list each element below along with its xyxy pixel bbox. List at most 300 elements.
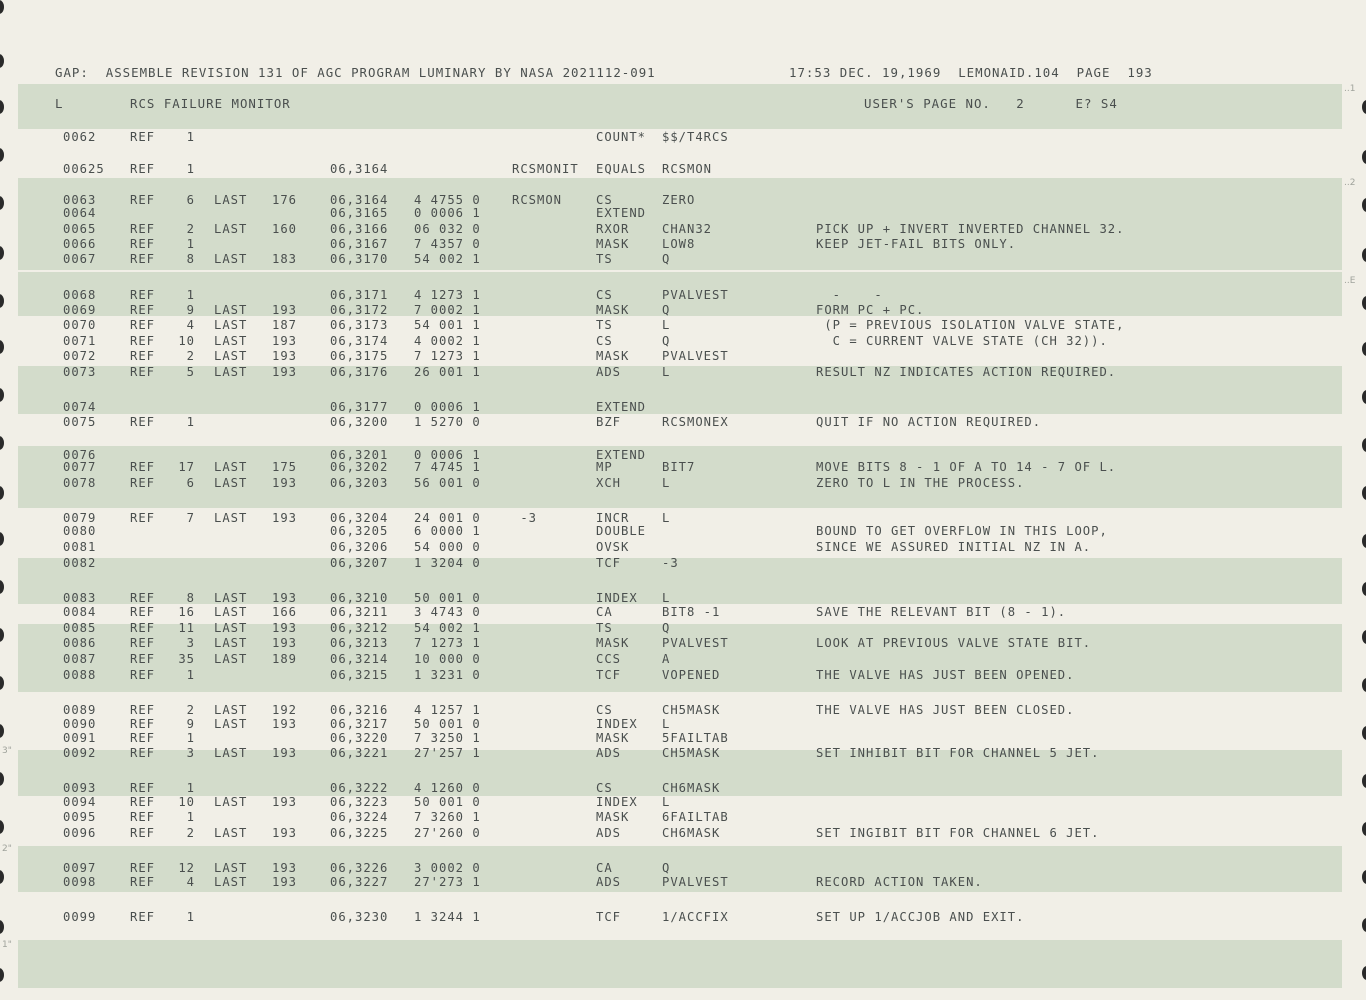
cell-code: 7 0002 1 [414, 303, 481, 317]
cell-cnt: 4 [186, 318, 195, 332]
cell-ref: REF [130, 861, 156, 875]
cell-addr: 0090 [63, 717, 97, 731]
cell-arg: CH5MASK [662, 703, 721, 717]
cell-lnum: 193 [272, 717, 298, 731]
cell-code: 54 001 1 [414, 318, 481, 332]
cell-addr: 0072 [63, 349, 97, 363]
cell-loc: 06,3222 [330, 781, 389, 795]
cell-op: MASK [596, 810, 630, 824]
cell-op: INDEX [596, 717, 638, 731]
cell-cnt: 2 [186, 826, 195, 840]
cell-op: XCH [596, 476, 622, 490]
cell-arg: LOW8 [662, 237, 696, 251]
cell-code: 27'257 1 [414, 746, 481, 760]
cell-loc: 06,3221 [330, 746, 389, 760]
cell-loc: 06,3167 [330, 237, 389, 251]
cell-addr: 0093 [63, 781, 97, 795]
cell-ref: REF [130, 652, 156, 666]
cell-op: ADS [596, 826, 622, 840]
cell-loc: 06,3172 [330, 303, 389, 317]
cell-arg: CH6MASK [662, 781, 721, 795]
cell-code: 27'273 1 [414, 875, 481, 889]
cell-lnum: 183 [272, 252, 298, 266]
cell-lnum: 193 [272, 746, 298, 760]
cell-lnum: 193 [272, 349, 298, 363]
cell-cnt: 1 [186, 731, 195, 745]
feed-hole [1362, 966, 1366, 980]
cell-op: EQUALS [596, 162, 647, 176]
cell-cmt: BOUND TO GET OVERFLOW IN THIS LOOP, [816, 524, 1108, 538]
cell-arg: CH6MASK [662, 826, 721, 840]
tractor-feed-right [1358, 0, 1366, 1000]
cell-cnt: 2 [186, 349, 195, 363]
cell-cnt: 1 [186, 237, 195, 251]
listing-row [0, 206, 1366, 220]
cell-op: TS [596, 252, 613, 266]
cell-addr: 0078 [63, 476, 97, 490]
listing-row [0, 781, 1366, 795]
cell-code: 1 5270 0 [414, 415, 481, 429]
cell-arg: L [662, 591, 671, 605]
cell-loc: 06,3204 [330, 511, 389, 525]
cell-op: TS [596, 318, 613, 332]
cell-cnt: 9 [186, 717, 195, 731]
log-label: L [55, 96, 64, 111]
cell-loc: 06,3213 [330, 636, 389, 650]
cell-cnt: 1 [186, 668, 195, 682]
listing-row [0, 826, 1366, 840]
cell-ref: REF [130, 252, 156, 266]
listing-header [0, 66, 1366, 80]
cell-lnum: 193 [272, 861, 298, 875]
cell-cnt: 10 [178, 334, 195, 348]
listing-row [0, 460, 1366, 474]
cell-arg: 1/ACCFIX [662, 910, 729, 924]
margin-mark: 1" [2, 940, 12, 950]
cell-lnum: 193 [272, 334, 298, 348]
listing-row [0, 731, 1366, 745]
cell-addr: 0077 [63, 460, 97, 474]
cell-code: 7 3250 1 [414, 731, 481, 745]
cell-lnum: 160 [272, 222, 298, 236]
margin-mark: 2" [2, 844, 12, 854]
cell-ref: REF [130, 731, 156, 745]
cell-op: MASK [596, 303, 630, 317]
cell-op: MASK [596, 237, 630, 251]
cell-cmt: FORM PC + PC. [816, 303, 925, 317]
margin-mark: 3" [2, 746, 12, 756]
cell-arg: $$/T4RCS [662, 130, 729, 144]
cell-ref: REF [130, 605, 156, 619]
cell-arg: CHAN32 [662, 222, 713, 236]
cell-ref: REF [130, 288, 156, 302]
cell-cmt: KEEP JET-FAIL BITS ONLY. [816, 237, 1017, 251]
cell-arg: BIT7 [662, 460, 696, 474]
cell-code: 56 001 0 [414, 476, 481, 490]
cell-addr: 0086 [63, 636, 97, 650]
cell-op: CCS [596, 652, 622, 666]
cell-arg: PVALVEST [662, 349, 729, 363]
cell-loc: 06,3224 [330, 810, 389, 824]
cell-loc: 06,3230 [330, 910, 389, 924]
cell-code: 50 001 0 [414, 795, 481, 809]
listing-row [0, 540, 1366, 554]
cell-code: 50 001 0 [414, 717, 481, 731]
listing-row [0, 875, 1366, 889]
cell-code: 7 4745 1 [414, 460, 481, 474]
cell-last: LAST [214, 334, 248, 348]
cell-addr: 0074 [63, 400, 97, 414]
cell-last: LAST [214, 193, 248, 207]
cell-code: 26 001 1 [414, 365, 481, 379]
cell-last: LAST [214, 605, 248, 619]
listing-row [0, 703, 1366, 717]
cell-code: 7 1273 1 [414, 636, 481, 650]
cell-ref: REF [130, 303, 156, 317]
cell-arg: PVALVEST [662, 288, 729, 302]
cell-cmt: - - [816, 288, 883, 302]
cell-code: 6 0000 1 [414, 524, 481, 538]
cell-loc: 06,3206 [330, 540, 389, 554]
cell-loc: 06,3171 [330, 288, 389, 302]
cell-code: 27'260 0 [414, 826, 481, 840]
cell-ref: REF [130, 746, 156, 760]
cell-loc: 06,3214 [330, 652, 389, 666]
cell-cnt: 10 [178, 795, 195, 809]
cell-cnt: 7 [186, 511, 195, 525]
cell-last: LAST [214, 318, 248, 332]
cell-loc: 06,3165 [330, 206, 389, 220]
cell-last: LAST [214, 476, 248, 490]
cell-op: TS [596, 621, 613, 635]
listing-row [0, 237, 1366, 251]
cell-op: OVSK [596, 540, 630, 554]
header-right-text: 17:53 DEC. 19,1969 LEMONAID.104 PAGE 193 [789, 65, 1153, 80]
cell-addr: 0079 [63, 511, 97, 525]
cell-cnt: 1 [186, 162, 195, 176]
cell-code: 10 000 0 [414, 652, 481, 666]
cell-ref: REF [130, 130, 156, 144]
cell-addr: 0076 [63, 448, 97, 462]
cell-loc: 06,3164 [330, 193, 389, 207]
cell-cmt: PICK UP + INVERT INVERTED CHANNEL 32. [816, 222, 1125, 236]
cell-ref: REF [130, 460, 156, 474]
cell-loc: 06,3207 [330, 556, 389, 570]
cell-ref: REF [130, 781, 156, 795]
cell-cmt: MOVE BITS 8 - 1 OF A TO 14 - 7 OF L. [816, 460, 1117, 474]
listing-row [0, 652, 1366, 666]
listing-row [0, 349, 1366, 363]
cell-loc: 06,3227 [330, 875, 389, 889]
cell-ref: REF [130, 591, 156, 605]
cell-label: RCSMONIT [512, 162, 579, 176]
cell-addr: 0092 [63, 746, 97, 760]
cell-cnt: 1 [186, 810, 195, 824]
cell-arg: L [662, 511, 671, 525]
listing-row [0, 910, 1366, 924]
cell-op: MASK [596, 349, 630, 363]
cell-arg: VOPENED [662, 668, 721, 682]
cell-loc: 06,3175 [330, 349, 389, 363]
cell-cnt: 2 [186, 222, 195, 236]
cell-cnt: 5 [186, 365, 195, 379]
cell-addr: 0084 [63, 605, 97, 619]
cell-cmt: QUIT IF NO ACTION REQUIRED. [816, 415, 1042, 429]
cell-loc: 06,3205 [330, 524, 389, 538]
cell-code: 1 3204 0 [414, 556, 481, 570]
feed-hole [0, 968, 4, 982]
cell-loc: 06,3211 [330, 605, 389, 619]
cell-addr: 0089 [63, 703, 97, 717]
cell-code: 54 000 0 [414, 540, 481, 554]
cell-last: LAST [214, 511, 248, 525]
cell-op: MP [596, 460, 613, 474]
cell-code: 4 1260 0 [414, 781, 481, 795]
listing-row [0, 511, 1366, 525]
cell-addr: 0099 [63, 910, 97, 924]
cell-loc: 06,3210 [330, 591, 389, 605]
cell-code: 54 002 1 [414, 252, 481, 266]
cell-cnt: 1 [186, 415, 195, 429]
cell-code: 7 1273 1 [414, 349, 481, 363]
cell-lnum: 187 [272, 318, 298, 332]
cell-op: RXOR [596, 222, 630, 236]
cell-arg: L [662, 717, 671, 731]
cell-last: LAST [214, 746, 248, 760]
cell-addr: 0080 [63, 524, 97, 538]
cell-cmt: SET INGIBIT BIT FOR CHANNEL 6 JET. [816, 826, 1100, 840]
cell-addr: 0065 [63, 222, 97, 236]
listing-row [0, 717, 1366, 731]
cell-cnt: 4 [186, 875, 195, 889]
cell-code: 4 0002 1 [414, 334, 481, 348]
cell-addr: 0088 [63, 668, 97, 682]
cell-code: 7 3260 1 [414, 810, 481, 824]
section-title: RCS FAILURE MONITOR [130, 96, 291, 111]
cell-addr: 0083 [63, 591, 97, 605]
cell-last: LAST [214, 861, 248, 875]
cell-ref: REF [130, 334, 156, 348]
cell-op: CS [596, 193, 613, 207]
cell-loc: 06,3212 [330, 621, 389, 635]
cell-loc: 06,3200 [330, 415, 389, 429]
cell-lnum: 192 [272, 703, 298, 717]
cell-cnt: 1 [186, 130, 195, 144]
cell-cmt: ZERO TO L IN THE PROCESS. [816, 476, 1025, 490]
listing-row [0, 415, 1366, 429]
cell-code: 54 002 1 [414, 621, 481, 635]
cell-code: 1 3244 1 [414, 910, 481, 924]
cell-code: 0 0006 1 [414, 400, 481, 414]
cell-addr: 0097 [63, 861, 97, 875]
cell-lnum: 193 [272, 591, 298, 605]
cell-op: TCF [596, 556, 622, 570]
cell-arg: PVALVEST [662, 875, 729, 889]
cell-op: BZF [596, 415, 622, 429]
cell-arg: RCSMON [662, 162, 713, 176]
margin-mark: ..E [1344, 276, 1356, 286]
cell-cnt: 1 [186, 781, 195, 795]
cell-op: CS [596, 334, 613, 348]
cell-loc: 06,3166 [330, 222, 389, 236]
margin-mark: ..2 [1344, 178, 1356, 188]
cell-lnum: 193 [272, 826, 298, 840]
cell-addr: 0073 [63, 365, 97, 379]
cell-lnum: 193 [272, 365, 298, 379]
cell-cmt: SAVE THE RELEVANT BIT (8 - 1). [816, 605, 1067, 619]
cell-code: 4 1257 1 [414, 703, 481, 717]
cell-arg: Q [662, 334, 671, 348]
cell-last: LAST [214, 303, 248, 317]
cell-arg: Q [662, 861, 671, 875]
cell-arg: ZERO [662, 193, 696, 207]
cell-addr: 0094 [63, 795, 97, 809]
cell-loc: 06,3170 [330, 252, 389, 266]
listing-row [0, 668, 1366, 682]
cell-lnum: 176 [272, 193, 298, 207]
cell-op: EXTEND [596, 206, 647, 220]
cell-op: DOUBLE [596, 524, 647, 538]
cell-lnum: 193 [272, 795, 298, 809]
cell-op: ADS [596, 875, 622, 889]
cell-cnt: 35 [178, 652, 195, 666]
cell-ref: REF [130, 636, 156, 650]
cell-arg: L [662, 318, 671, 332]
listing-row [0, 162, 1366, 176]
cell-code: 24 001 0 [414, 511, 481, 525]
cell-loc: 06,3173 [330, 318, 389, 332]
cell-loc: 06,3223 [330, 795, 389, 809]
cell-last: LAST [214, 252, 248, 266]
cell-op: EXTEND [596, 400, 647, 414]
cell-arg: L [662, 476, 671, 490]
listing-row [0, 193, 1366, 207]
cell-last: LAST [214, 826, 248, 840]
cell-addr: 0096 [63, 826, 97, 840]
cell-lnum: 193 [272, 621, 298, 635]
cell-cnt: 8 [186, 252, 195, 266]
cell-addr: 0091 [63, 731, 97, 745]
paper-band [18, 940, 1342, 988]
cell-ref: REF [130, 237, 156, 251]
cell-loc: 06,3220 [330, 731, 389, 745]
listing-row [0, 621, 1366, 635]
cell-cnt: 8 [186, 591, 195, 605]
listing-row [0, 605, 1366, 619]
cell-loc: 06,3203 [330, 476, 389, 490]
cell-op: EXTEND [596, 448, 647, 462]
cell-arg: Q [662, 621, 671, 635]
cell-cmt: SET INHIBIT BIT FOR CHANNEL 5 JET. [816, 746, 1100, 760]
cell-arg: RCSMONEX [662, 415, 729, 429]
cell-code: 06 032 0 [414, 222, 481, 236]
cell-op: TCF [596, 668, 622, 682]
cell-lnum: 193 [272, 511, 298, 525]
cell-ref: REF [130, 222, 156, 236]
cell-addr: 0070 [63, 318, 97, 332]
cell-addr: 0081 [63, 540, 97, 554]
cell-lnum: 166 [272, 605, 298, 619]
cell-addr: 00625 [63, 162, 105, 176]
cell-op: ADS [596, 746, 622, 760]
listing-row [0, 318, 1366, 332]
cell-ref: REF [130, 795, 156, 809]
listing-row [0, 810, 1366, 824]
cell-last: LAST [214, 636, 248, 650]
cell-addr: 0069 [63, 303, 97, 317]
listing-row [0, 861, 1366, 875]
cell-code: 1 3231 0 [414, 668, 481, 682]
cell-ref: REF [130, 621, 156, 635]
cell-arg: L [662, 365, 671, 379]
cell-cmt: RESULT NZ INDICATES ACTION REQUIRED. [816, 365, 1117, 379]
listing-row [0, 222, 1366, 236]
cell-cmt: THE VALVE HAS JUST BEEN CLOSED. [816, 703, 1075, 717]
cell-op: CS [596, 288, 613, 302]
feed-hole [0, 0, 4, 14]
cell-addr: 0062 [63, 130, 97, 144]
cell-cnt: 9 [186, 303, 195, 317]
cell-arg: -3 [662, 556, 679, 570]
cell-ref: REF [130, 318, 156, 332]
cell-loc: 06,3177 [330, 400, 389, 414]
cell-arg: CH5MASK [662, 746, 721, 760]
listing-row [0, 591, 1366, 605]
cell-code: 0 0006 1 [414, 206, 481, 220]
listing-row [0, 636, 1366, 650]
cell-last: LAST [214, 621, 248, 635]
cell-addr: 0085 [63, 621, 97, 635]
listing-row [0, 303, 1366, 317]
cell-cnt: 3 [186, 746, 195, 760]
header-left-text: GAP: ASSEMBLE REVISION 131 OF AGC PROGRAM LUMINARY BY NASA 2021112-091 [55, 65, 656, 80]
cell-addr: 0064 [63, 206, 97, 220]
cell-cnt: 6 [186, 476, 195, 490]
cell-op: MASK [596, 636, 630, 650]
cell-cnt: 17 [178, 460, 195, 474]
cell-ref: REF [130, 511, 156, 525]
cell-cnt: 12 [178, 861, 195, 875]
cell-addr: 0063 [63, 193, 97, 207]
cell-addr: 0082 [63, 556, 97, 570]
cell-loc: 06,3215 [330, 668, 389, 682]
cell-cmt: RECORD ACTION TAKEN. [816, 875, 983, 889]
cell-addr: 0087 [63, 652, 97, 666]
margin-mark: ..1 [1344, 84, 1356, 94]
cell-op: CS [596, 703, 613, 717]
cell-loc: 06,3164 [330, 162, 389, 176]
cell-op: MASK [596, 731, 630, 745]
cell-arg: BIT8 -1 [662, 605, 721, 619]
listing-row [0, 476, 1366, 490]
cell-op: CA [596, 605, 613, 619]
cell-op: ADS [596, 365, 622, 379]
listing-row [0, 252, 1366, 266]
cell-cnt: 3 [186, 636, 195, 650]
listing-row [0, 524, 1366, 538]
listing-subheader [0, 97, 1366, 111]
cell-code: 50 001 0 [414, 591, 481, 605]
cell-arg: PVALVEST [662, 636, 729, 650]
cell-code: 0 0006 1 [414, 448, 481, 462]
cell-code: 3 4743 0 [414, 605, 481, 619]
cell-last: LAST [214, 460, 248, 474]
cell-cmt: THE VALVE HAS JUST BEEN OPENED. [816, 668, 1075, 682]
cell-cmt: LOOK AT PREVIOUS VALVE STATE BIT. [816, 636, 1092, 650]
cell-last: LAST [214, 365, 248, 379]
listing-row [0, 556, 1366, 570]
cell-ref: REF [130, 349, 156, 363]
